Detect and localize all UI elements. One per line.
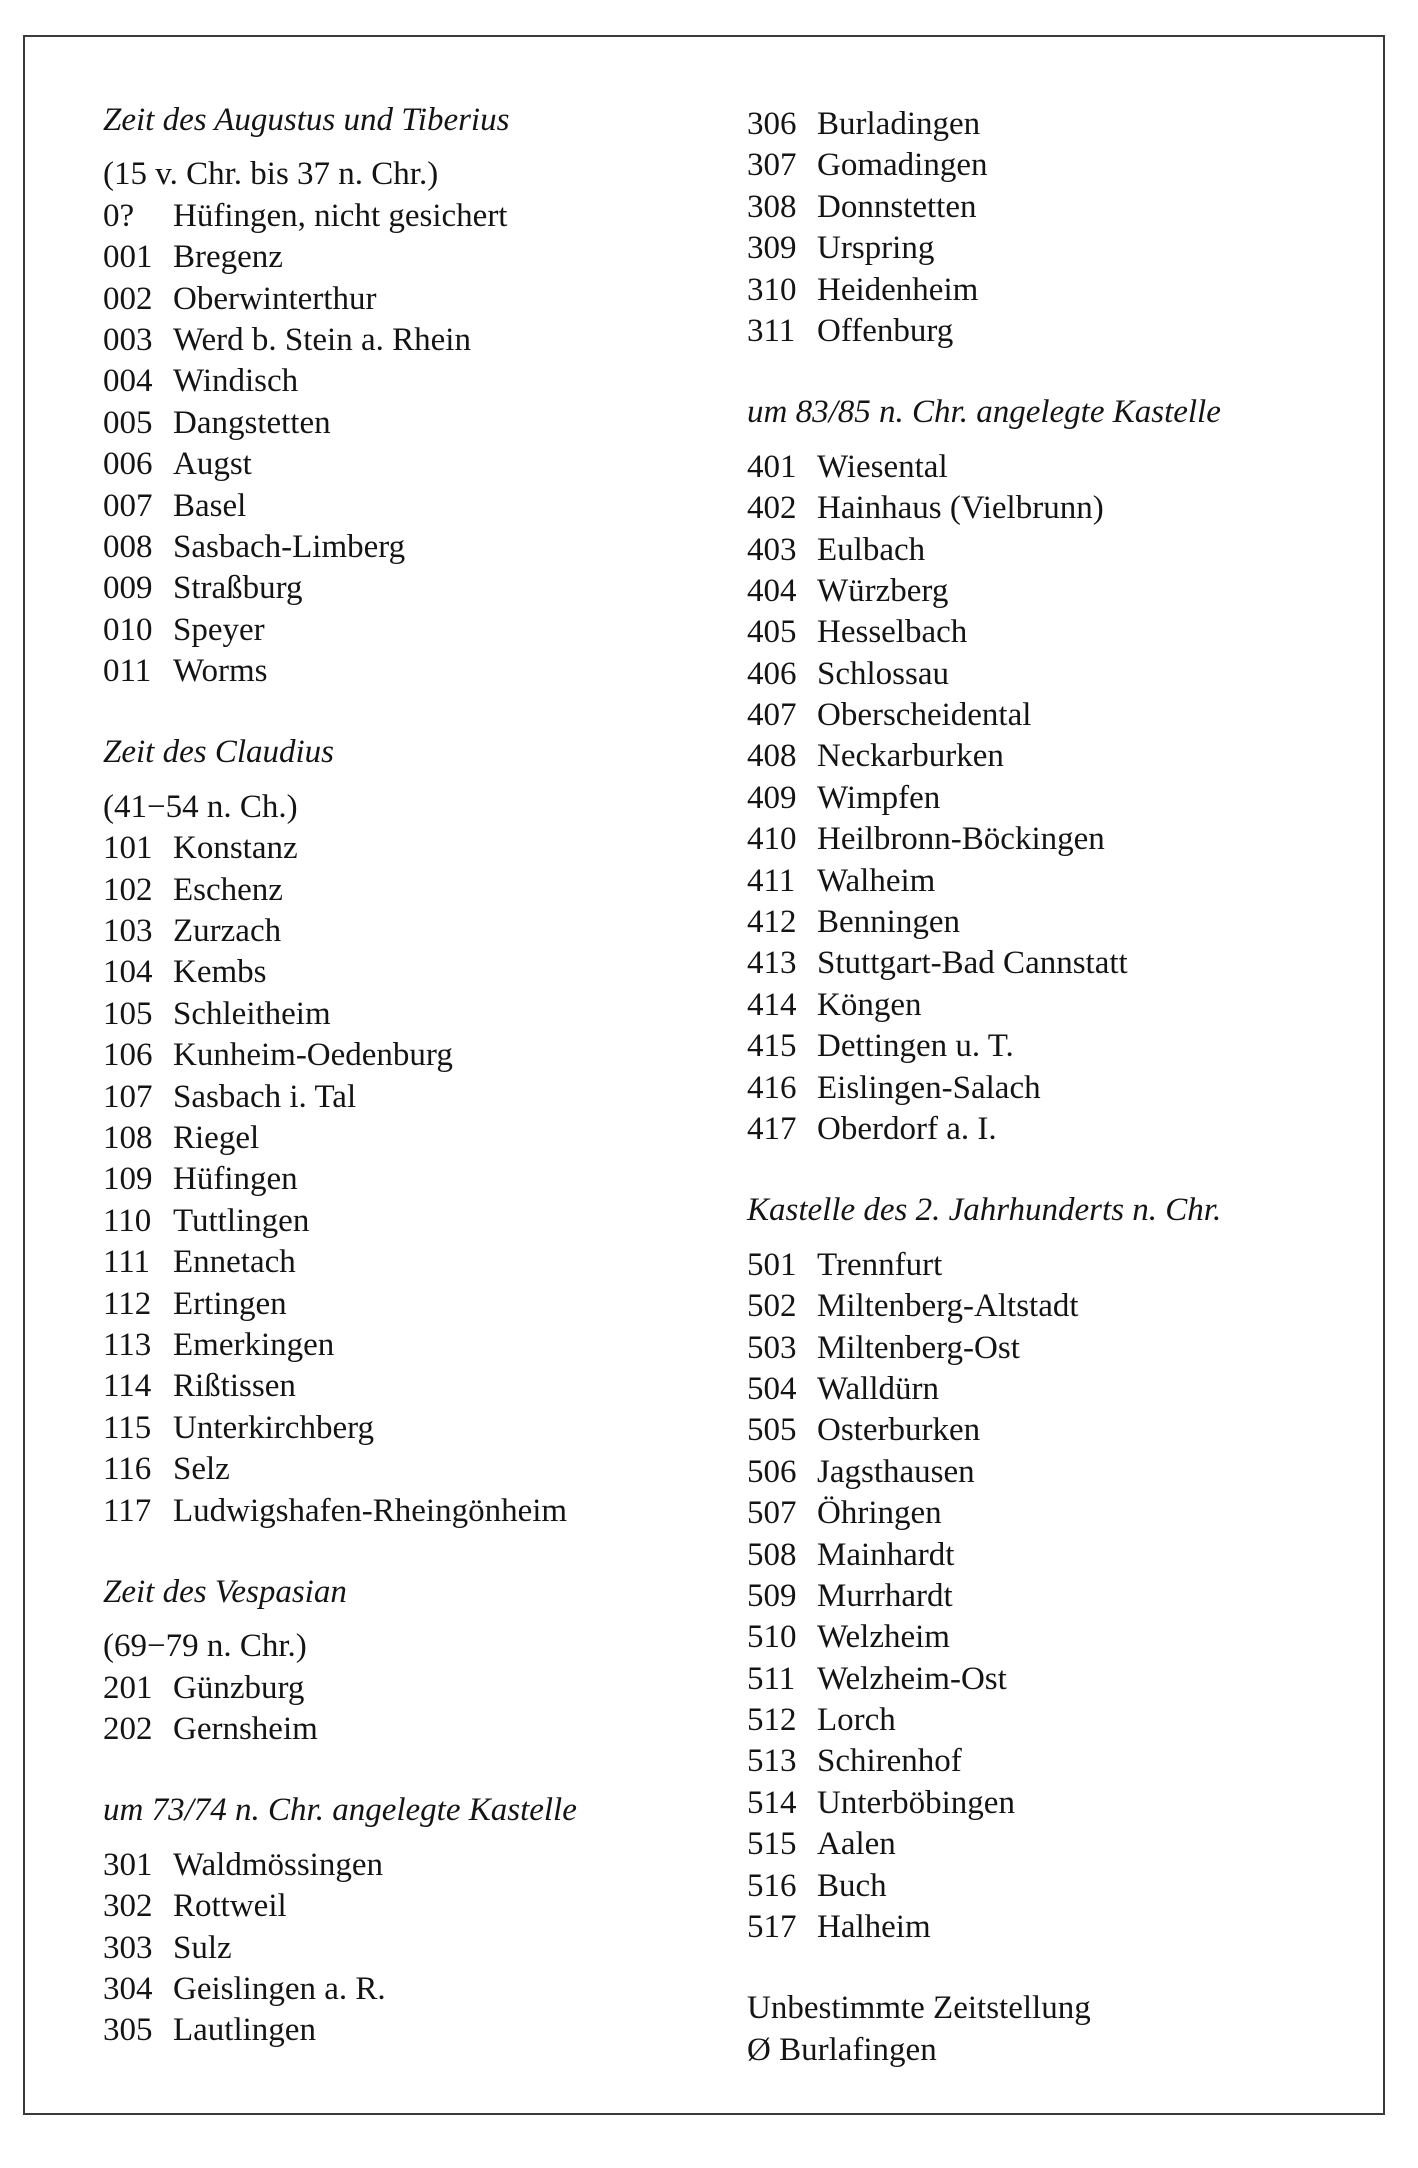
section-heading: Kastelle des 2. Jahrhunderts n. Chr. — [747, 1192, 1222, 1229]
site-name: Aalen — [817, 1826, 896, 1863]
site-number: 308 — [747, 188, 797, 225]
site-number: 110 — [103, 1202, 152, 1239]
list-item — [103, 952, 723, 993]
section-date-range: Unbestimmte Zeitstellung — [747, 1990, 1091, 2027]
list-item — [747, 1617, 1367, 1658]
list-item — [103, 1284, 723, 1325]
site-number: 514 — [747, 1784, 797, 1821]
site-name: Werd b. Stein a. Rhein — [173, 321, 471, 358]
site-number: 201 — [103, 1669, 153, 1706]
site-name: Zurzach — [173, 913, 282, 950]
section-heading: Zeit des Claudius — [103, 734, 335, 771]
list-item — [103, 2010, 723, 2051]
site-number: 305 — [103, 2012, 153, 2049]
site-name: Miltenberg-Ost — [817, 1329, 1020, 1366]
list-item — [747, 1866, 1367, 1907]
site-name: Waldmössingen — [173, 1846, 383, 1883]
list-item — [103, 994, 723, 1035]
list-item — [103, 610, 723, 651]
site-number: 113 — [103, 1326, 152, 1363]
site-number: 407 — [747, 697, 797, 734]
section — [747, 352, 1367, 1150]
site-name: Mainhardt — [817, 1536, 955, 1573]
list-item — [103, 911, 723, 952]
list-item — [747, 104, 1367, 145]
site-number: 502 — [747, 1288, 797, 1325]
section — [747, 1948, 1367, 2071]
list-item — [103, 1668, 723, 1709]
list-item — [747, 861, 1367, 902]
site-number: 412 — [747, 904, 797, 941]
site-name: Bregenz — [173, 239, 283, 276]
site-number: 010 — [103, 611, 153, 648]
list-item — [747, 1068, 1367, 1109]
site-number: 303 — [103, 1929, 153, 1966]
list-item — [103, 1709, 723, 1750]
site-number: 402 — [747, 490, 797, 527]
section — [747, 1150, 1367, 1948]
site-name: Welzheim-Ost — [817, 1660, 1007, 1697]
site-number: 410 — [747, 821, 797, 858]
list-item — [103, 651, 723, 692]
site-number: 517 — [747, 1909, 797, 1946]
site-name: Dangstetten — [173, 404, 331, 441]
site-name: Köngen — [817, 986, 922, 1023]
list-item — [103, 870, 723, 911]
site-name: Wiesental — [817, 448, 948, 485]
site-name: Konstanz — [173, 830, 298, 867]
site-number: 103 — [103, 913, 153, 950]
list-item — [103, 1845, 723, 1886]
list-item — [747, 1741, 1367, 1782]
section-heading: um 73/74 n. Chr. angelegte Kastelle — [103, 1792, 577, 1829]
site-name: Ø Burlafingen — [747, 2031, 937, 2068]
site-name: Windisch — [173, 363, 299, 400]
site-number: 513 — [747, 1743, 797, 1780]
site-name: Walldürn — [817, 1370, 939, 1407]
list-item — [747, 1493, 1367, 1534]
site-name: Welzheim — [817, 1619, 950, 1656]
site-number: 310 — [747, 271, 797, 308]
site-name: Basel — [173, 487, 247, 524]
site-name: Unterkirchberg — [173, 1409, 374, 1446]
list-item — [747, 2030, 1367, 2071]
site-name: Trennfurt — [817, 1246, 943, 1283]
site-number: 413 — [747, 945, 797, 982]
site-name: Ennetach — [173, 1244, 296, 1281]
site-number: 415 — [747, 1028, 797, 1065]
site-name: Heidenheim — [817, 271, 979, 308]
list-item — [103, 279, 723, 320]
section — [747, 104, 1367, 352]
site-number: 401 — [747, 448, 797, 485]
site-number: 508 — [747, 1536, 797, 1573]
site-name: Walheim — [817, 862, 936, 899]
site-name: Neckarburken — [817, 738, 1004, 775]
site-name: Halheim — [817, 1909, 931, 1946]
site-name: Sulz — [173, 1929, 232, 1966]
list-item — [103, 1969, 723, 2010]
site-name: Buch — [817, 1867, 887, 1904]
site-number: 006 — [103, 446, 153, 483]
section-date-range: (69−79 n. Chr.) — [103, 1628, 307, 1665]
section-heading: um 83/85 n. Chr. angelegte Kastelle — [747, 394, 1221, 431]
section-gap — [747, 1948, 1367, 1988]
site-number: 307 — [747, 147, 797, 184]
site-number: 004 — [103, 363, 153, 400]
list-item — [103, 361, 723, 402]
list-item — [747, 943, 1367, 984]
site-number: 101 — [103, 830, 153, 867]
section — [103, 1532, 723, 1751]
list-item — [747, 488, 1367, 529]
list-item — [747, 1783, 1367, 1824]
list-item — [747, 1109, 1367, 1150]
site-number: 405 — [747, 614, 797, 651]
list-item — [747, 571, 1367, 612]
section-gap — [103, 692, 723, 732]
list-item — [747, 1535, 1367, 1576]
site-name: Gomadingen — [817, 147, 988, 184]
list-item — [747, 1452, 1367, 1493]
list-item — [747, 612, 1367, 653]
site-number: 409 — [747, 779, 797, 816]
site-name: Würzberg — [817, 572, 949, 609]
site-number: 309 — [747, 230, 797, 267]
site-name: Benningen — [817, 904, 960, 941]
site-number: 007 — [103, 487, 153, 524]
site-name: Öhringen — [817, 1495, 942, 1532]
site-name: Dettingen u. T. — [817, 1028, 1014, 1065]
site-name: Hainhaus (Vielbrunn) — [817, 490, 1104, 527]
list-item — [103, 1408, 723, 1449]
list-item — [747, 1410, 1367, 1451]
site-number: 202 — [103, 1711, 153, 1748]
site-name: Schirenhof — [817, 1743, 962, 1780]
site-name: Rottweil — [173, 1888, 287, 1925]
site-number: 311 — [747, 312, 796, 349]
site-number: 509 — [747, 1577, 797, 1614]
list-item — [747, 1026, 1367, 1067]
site-number: 510 — [747, 1619, 797, 1656]
site-name: Straßburg — [173, 570, 303, 607]
site-name: Emerkingen — [173, 1326, 335, 1363]
site-number: 108 — [103, 1119, 153, 1156]
site-number: 102 — [103, 871, 153, 908]
list-item — [747, 311, 1367, 352]
site-name: Speyer — [173, 611, 265, 648]
site-name: Lautlingen — [173, 2012, 316, 2049]
list-item — [103, 1077, 723, 1118]
list-item — [103, 196, 723, 237]
section — [103, 692, 723, 1531]
site-name: Eulbach — [817, 531, 926, 568]
site-number: 505 — [747, 1412, 797, 1449]
list-item — [747, 1286, 1367, 1327]
site-name: Selz — [173, 1451, 230, 1488]
site-number: 408 — [747, 738, 797, 775]
list-item — [103, 1449, 723, 1490]
site-name: Heilbronn-Böckingen — [817, 821, 1105, 858]
site-name: Urspring — [817, 230, 935, 267]
site-number: 411 — [747, 862, 796, 899]
section — [103, 100, 723, 692]
site-number: 114 — [103, 1368, 152, 1405]
list-item — [103, 320, 723, 361]
list-item — [747, 187, 1367, 228]
site-number: 406 — [747, 655, 797, 692]
site-number: 117 — [103, 1492, 152, 1529]
list-item — [103, 1491, 723, 1532]
site-number: 009 — [103, 570, 153, 607]
list-item — [747, 778, 1367, 819]
site-name: Tuttlingen — [173, 1202, 310, 1239]
site-name: Eschenz — [173, 871, 283, 908]
site-name: Schleitheim — [173, 995, 331, 1032]
list-item — [103, 1928, 723, 1969]
site-number: 107 — [103, 1078, 153, 1115]
section — [103, 1750, 723, 2051]
list-item — [747, 1659, 1367, 1700]
list-item — [103, 1366, 723, 1407]
site-number: 515 — [747, 1826, 797, 1863]
section-date-range: (15 v. Chr. bis 37 n. Chr.) — [103, 156, 439, 193]
site-name: Hesselbach — [817, 614, 968, 651]
site-number: 003 — [103, 321, 153, 358]
site-number: 011 — [103, 653, 152, 690]
list-item — [747, 1328, 1367, 1369]
list-item — [103, 237, 723, 278]
list-item — [103, 1886, 723, 1927]
site-name: Unterböbingen — [817, 1784, 1015, 1821]
site-number: 504 — [747, 1370, 797, 1407]
site-number: 306 — [747, 106, 797, 142]
list-item — [747, 819, 1367, 860]
site-number: 116 — [103, 1451, 152, 1488]
site-number: 511 — [747, 1660, 796, 1697]
list-item — [747, 1824, 1367, 1865]
site-name: Burladingen — [817, 106, 981, 142]
site-name: Murrhardt — [817, 1577, 953, 1614]
site-name: Miltenberg-Altstadt — [817, 1288, 1079, 1325]
list-item — [103, 1118, 723, 1159]
site-name: Gernsheim — [173, 1711, 318, 1748]
list-item — [103, 828, 723, 869]
site-name: Sasbach i. Tal — [173, 1078, 357, 1115]
list-item — [747, 447, 1367, 488]
site-name: Hüfingen, nicht gesichert — [173, 197, 508, 234]
site-name: Offenburg — [817, 312, 954, 349]
site-number: 301 — [103, 1846, 153, 1883]
site-number: 416 — [747, 1069, 797, 1106]
site-number: 403 — [747, 531, 797, 568]
site-name: Eislingen-Salach — [817, 1069, 1041, 1106]
site-number: 109 — [103, 1161, 153, 1198]
site-number: 417 — [747, 1110, 797, 1147]
site-name: Kembs — [173, 954, 267, 991]
site-number: 115 — [103, 1409, 152, 1446]
list-item — [747, 654, 1367, 695]
site-name: Oberscheidental — [817, 697, 1032, 734]
list-item — [103, 486, 723, 527]
site-number: 106 — [103, 1037, 153, 1074]
list-item — [747, 270, 1367, 311]
site-number: 105 — [103, 995, 153, 1032]
site-number: 008 — [103, 528, 153, 565]
site-name: Lorch — [817, 1702, 896, 1739]
site-name: Oberdorf a. I. — [817, 1110, 997, 1147]
list-item — [747, 1907, 1367, 1948]
list-item — [747, 902, 1367, 943]
site-number: 302 — [103, 1888, 153, 1925]
list-item — [103, 527, 723, 568]
list-item — [103, 568, 723, 609]
site-name: Ertingen — [173, 1285, 287, 1322]
site-name: Sasbach-Limberg — [173, 528, 406, 565]
site-number: 503 — [747, 1329, 797, 1366]
list-item — [747, 1576, 1367, 1617]
list-item — [103, 1159, 723, 1200]
site-name: Worms — [173, 653, 268, 690]
section-heading: Zeit des Augustus und Tiberius — [103, 102, 510, 138]
right-column — [747, 104, 1367, 2071]
site-name: Osterburken — [817, 1412, 981, 1449]
site-number: 404 — [747, 572, 797, 609]
site-number: 516 — [747, 1867, 797, 1904]
section-heading: Zeit des Vespasian — [103, 1573, 347, 1610]
site-number: 002 — [103, 280, 153, 317]
site-name: Oberwinterthur — [173, 280, 377, 317]
site-name: Kunheim-Oedenburg — [173, 1037, 453, 1074]
site-name: Riegel — [173, 1119, 260, 1156]
list-item — [103, 1325, 723, 1366]
site-number: 506 — [747, 1453, 797, 1490]
site-name: Geislingen a. R. — [173, 1971, 386, 2008]
site-name: Jagsthausen — [817, 1453, 975, 1490]
site-name: Rißtissen — [173, 1368, 296, 1405]
list-item — [747, 736, 1367, 777]
section-date-range: (41−54 n. Ch.) — [103, 788, 298, 825]
left-column — [103, 100, 723, 2052]
site-number: 112 — [103, 1285, 152, 1322]
list-item — [747, 1700, 1367, 1741]
site-number: 304 — [103, 1971, 153, 2008]
site-number: 111 — [103, 1244, 151, 1281]
site-name: Ludwigshafen-Rheingönheim — [173, 1492, 568, 1529]
site-number: 005 — [103, 404, 153, 441]
site-number: 507 — [747, 1495, 797, 1532]
site-number: 501 — [747, 1246, 797, 1283]
list-item — [747, 985, 1367, 1026]
section-gap — [747, 1150, 1367, 1190]
list-item — [103, 444, 723, 485]
section-gap — [747, 352, 1367, 392]
site-name: Augst — [173, 446, 252, 483]
site-name: Stuttgart-Bad Cannstatt — [817, 945, 1128, 982]
list-item — [747, 1369, 1367, 1410]
section-gap — [103, 1532, 723, 1572]
list-item — [103, 1035, 723, 1076]
site-name: Günzburg — [173, 1669, 305, 1706]
list-item — [747, 695, 1367, 736]
site-name: Donnstetten — [817, 188, 977, 225]
list-item — [103, 1242, 723, 1283]
site-name: Hüfingen — [173, 1161, 298, 1198]
list-item — [103, 403, 723, 444]
site-number: 001 — [103, 239, 153, 276]
list-item — [747, 145, 1367, 186]
site-name: Schlossau — [817, 655, 949, 692]
site-number: 0? — [103, 197, 135, 234]
section-gap — [103, 1750, 723, 1790]
list-item — [747, 530, 1367, 571]
list-item — [747, 1245, 1367, 1286]
site-number: 414 — [747, 986, 797, 1023]
site-name: Wimpfen — [817, 779, 941, 816]
list-item — [103, 1201, 723, 1242]
site-number: 104 — [103, 954, 153, 991]
site-number: 512 — [747, 1702, 797, 1739]
list-item — [747, 228, 1367, 269]
